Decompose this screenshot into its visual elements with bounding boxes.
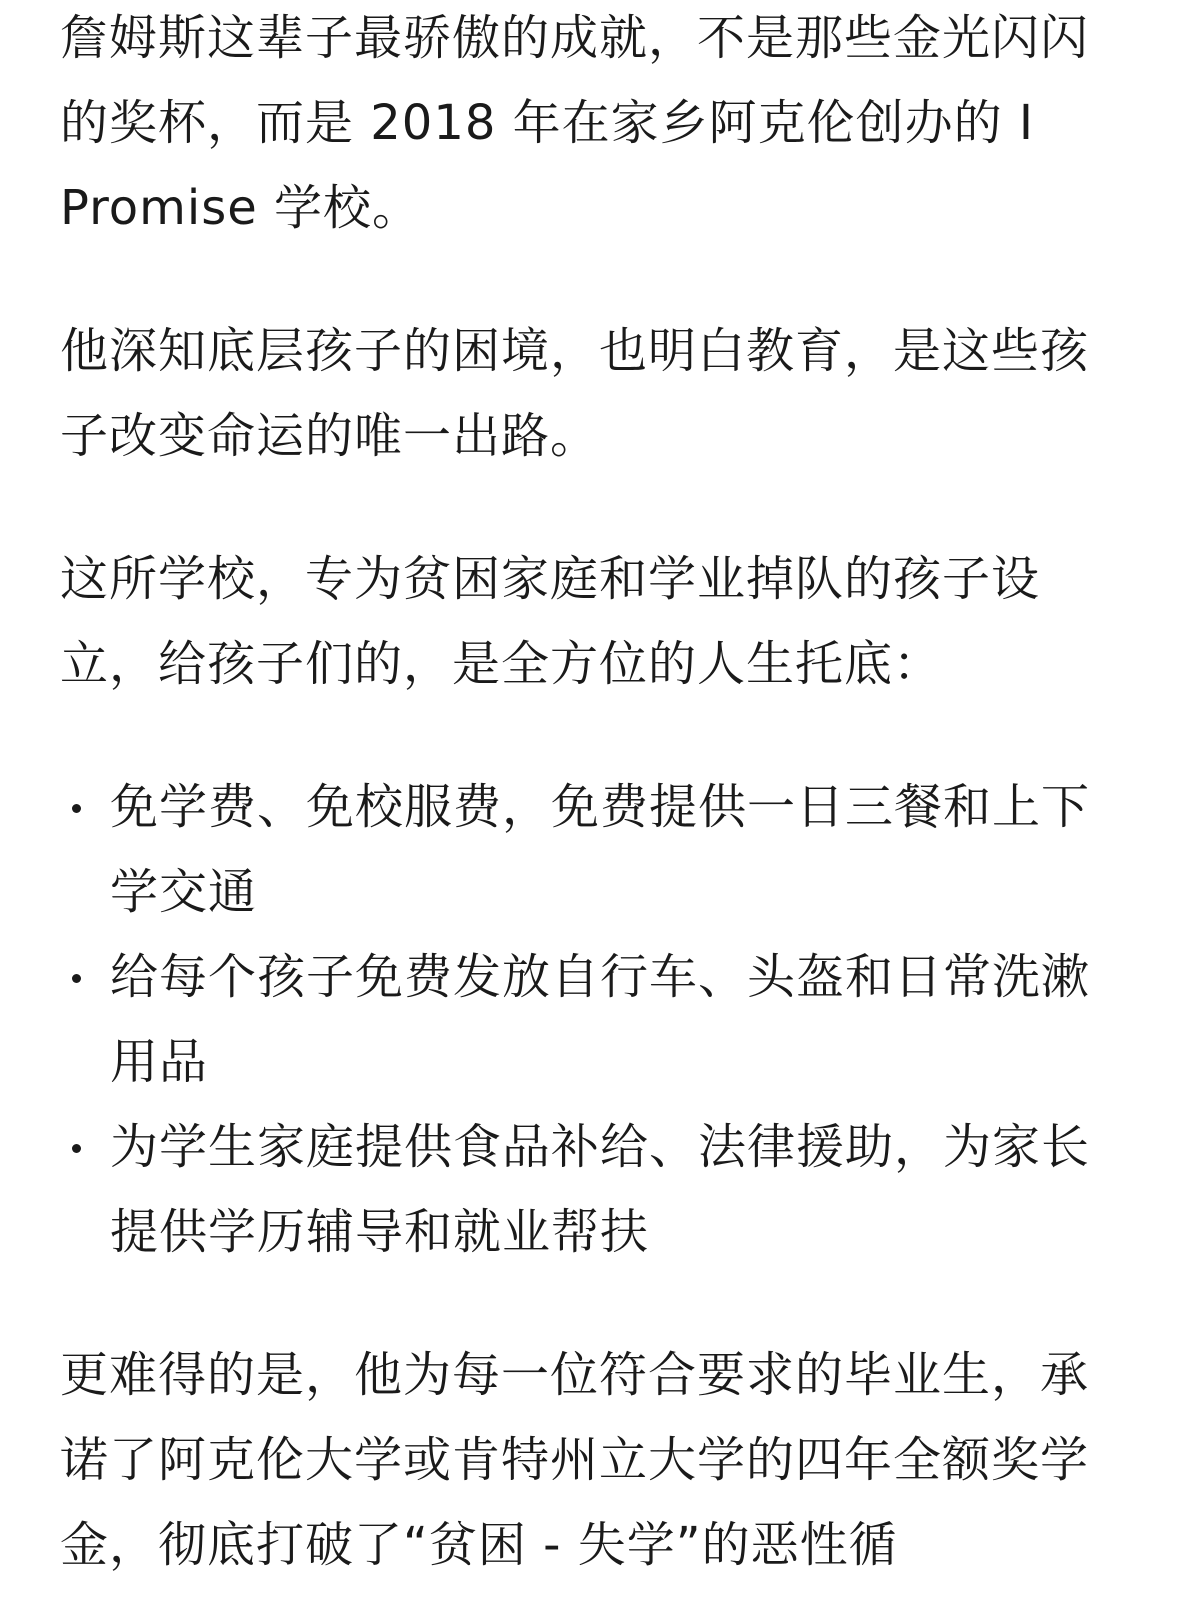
article-body [60, 0, 1100, 1588]
list-item-text: 为学生家庭提供食品补给、法律援助，为家长提供学历辅导和就业帮扶 [110, 1119, 1091, 1260]
list-item-text: 免学费、免校服费，免费提供一日三餐和上下学交通 [110, 779, 1091, 920]
paragraph-achievement: 詹姆斯这辈子最骄傲的成就，不是那些金光闪闪的奖杯，而是 2018 年在家乡阿克伦创办的 I Promise 学校。 [60, 10, 1090, 236]
list-item [60, 935, 1100, 1105]
bullet-icon [72, 1144, 81, 1153]
bullet-icon [72, 974, 81, 983]
bullet-icon [72, 804, 81, 813]
benefits-list [60, 765, 1100, 1275]
paragraph-school-intro: 这所学校，专为贫困家庭和学业掉队的孩子设立，给孩子们的，是全方位的人生托底： [60, 551, 1041, 692]
list-item [60, 765, 1100, 935]
paragraph-education: 他深知底层孩子的困境，也明白教育，是这些孩子改变命运的唯一出路。 [60, 323, 1090, 464]
list-item-text: 给每个孩子免费发放自行车、头盔和日常洗漱用品 [110, 949, 1091, 1090]
paragraph-scholarship: 更难得的是，他为每一位符合要求的毕业生，承诺了阿克伦大学或肯特州立大学的四年全额奖学金，彻底打破了“贫困 - 失学”的恶性循 [60, 1347, 1090, 1573]
list-item [60, 1105, 1100, 1275]
